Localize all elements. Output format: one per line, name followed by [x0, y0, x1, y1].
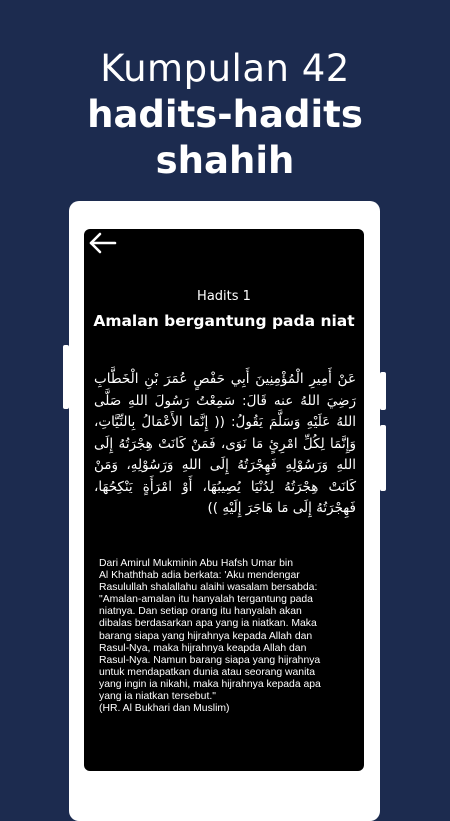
hadith-number: Hadits 1: [197, 289, 251, 304]
app-screen: [84, 229, 364, 771]
headline-line-2: hadits-hadits: [87, 93, 363, 136]
hadith-translation: Dari Amirul Mukminin Abu Hafsh Umar bin Al Khaththab adia berkata: 'Aku mendengar Rasulullah shalallahu alaihi wasalam bersabda: "Amalan-amalan itu hanyalah tergantung pada niatnya. Dan setiap orang itu hanyalah akan dibalas berdasarkan apa yang ia niatkan. Maka barang siapa yang hijrahnya kepada Allah dan Rasul-Nya, maka hijrahnya keapda Allah dan Rasul-Nya. Namun barang siapa yang hijrahnya untuk mendapatkan dunia atau seorang wanita yang ingin ia nikahi, maka hijrahnya kepada apa yang ia niatkan tersebut." (HR. Al Bukhari dan Muslim): [99, 558, 321, 715]
hadith-arabic-text: عَنْ أَمِيرِ الْمُؤْمِنِينَ أَبِي حَفْصٍ عُمَرَ بْنِ الْخَطَّابِ رَضِيَ اللهُ عنه قَالَ: سَمِعْتُ رَسُولَ اللهِ صَلَّى اللهُ عَلَيْهِ وَسَلَّمَ يَقُولُ: (( إِنَّمَا الأَعْمَالُ بِالنِّيَّاتِ، وَإِنَّمَا لِكُلِّ امْرِئٍ مَا نَوَى، فَمَنْ كَانَتْ هِجْرَتُهُ إِلَى اللهِ وَرَسُوْلِهِ فَهِجْرَتُهُ إِلَى اللهِ وَرَسُوْلِهِ، وَمَنْ كَانَتْ هِجْرَتُهُ لِدُنْيَا يُصِيبُهَا، أَوْ امْرَأَةٍ يَنْكِحُهَا، فَهِجْرَتُهُ إِلَى مَا هَاجَرَ إِلَيْهِ )): [94, 371, 356, 516]
hadith-title: Amalan bergantung pada niat: [93, 312, 355, 330]
headline-line-1: Kumpulan 42: [100, 47, 350, 90]
headline-line-3: shahih: [155, 139, 295, 182]
promo-headline: [0, 46, 450, 184]
phone-side-button-right-bottom: [380, 425, 386, 491]
phone-side-button-right-top: [380, 372, 386, 410]
phone-side-button-left: [63, 345, 69, 409]
arrow-left-icon: [88, 231, 118, 257]
back-button[interactable]: [88, 231, 118, 257]
